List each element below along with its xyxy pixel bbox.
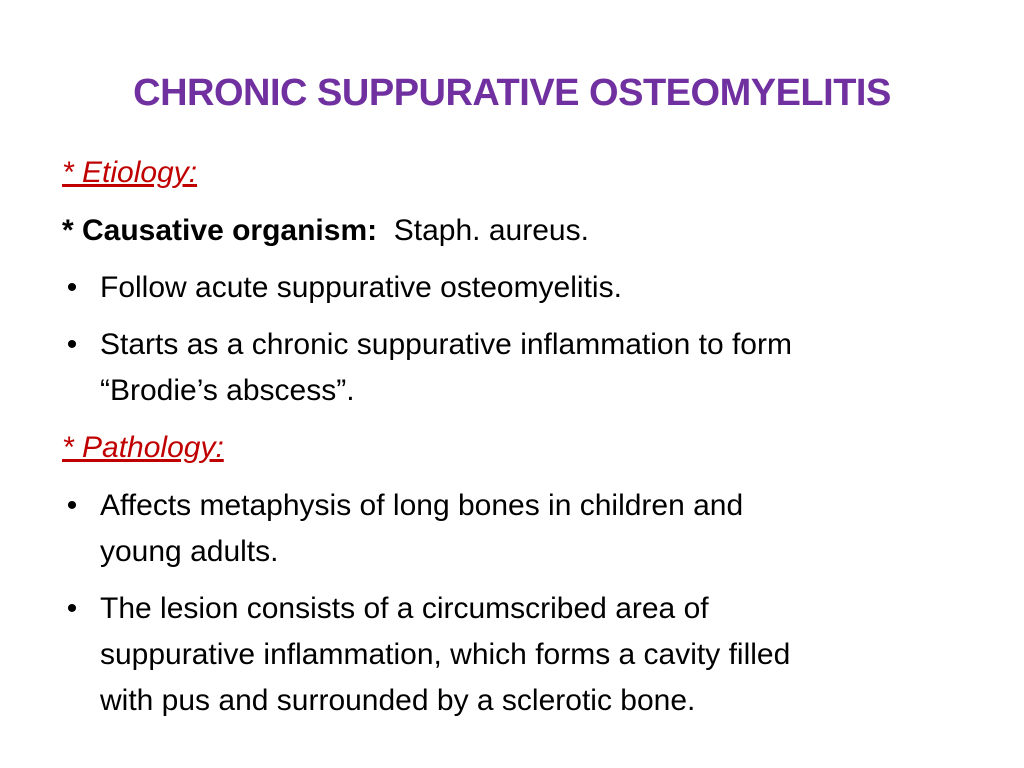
bullet-line: Affects metaphysis of long bones in children and	[100, 489, 744, 522]
slide-content	[62, 150, 982, 735]
bullet-line: “Brodie’s abscess”.	[100, 374, 355, 407]
bullet-line: Follow acute suppurative osteomyelitis.	[100, 271, 622, 304]
bullet-text	[100, 265, 982, 311]
causative-organism-line	[62, 208, 982, 254]
bullet-icon: •	[66, 592, 78, 625]
bullet-line: The lesion consists of a circumscribed area of	[100, 592, 709, 625]
bullet-line: with pus and surrounded by a sclerotic bone.	[100, 684, 696, 717]
bullet-icon: •	[66, 271, 78, 304]
etiology-heading: * Etiology:	[62, 156, 198, 189]
bullet-line: young adults.	[100, 535, 279, 568]
bullet-icon: •	[66, 328, 78, 361]
etiology-bullet-1	[62, 265, 982, 311]
causative-organism-value: Staph. aureus.	[393, 214, 589, 247]
bullet-text	[100, 322, 982, 414]
bullet-text	[100, 586, 982, 724]
bullet-line: suppurative inflammation, which forms a cavity filled	[100, 638, 791, 671]
bullet-icon: •	[66, 489, 78, 522]
pathology-bullet-2	[62, 586, 982, 724]
pathology-bullet-1	[62, 483, 982, 575]
etiology-bullet-2	[62, 322, 982, 414]
slide-title: CHRONIC SUPPURATIVE OSTEOMYELITIS	[133, 72, 891, 114]
bullet-text	[100, 483, 982, 575]
causative-organism-label: * Causative organism:	[62, 214, 378, 247]
pathology-heading: * Pathology:	[62, 431, 224, 464]
bullet-line: Starts as a chronic suppurative inflammation to form	[100, 328, 792, 361]
